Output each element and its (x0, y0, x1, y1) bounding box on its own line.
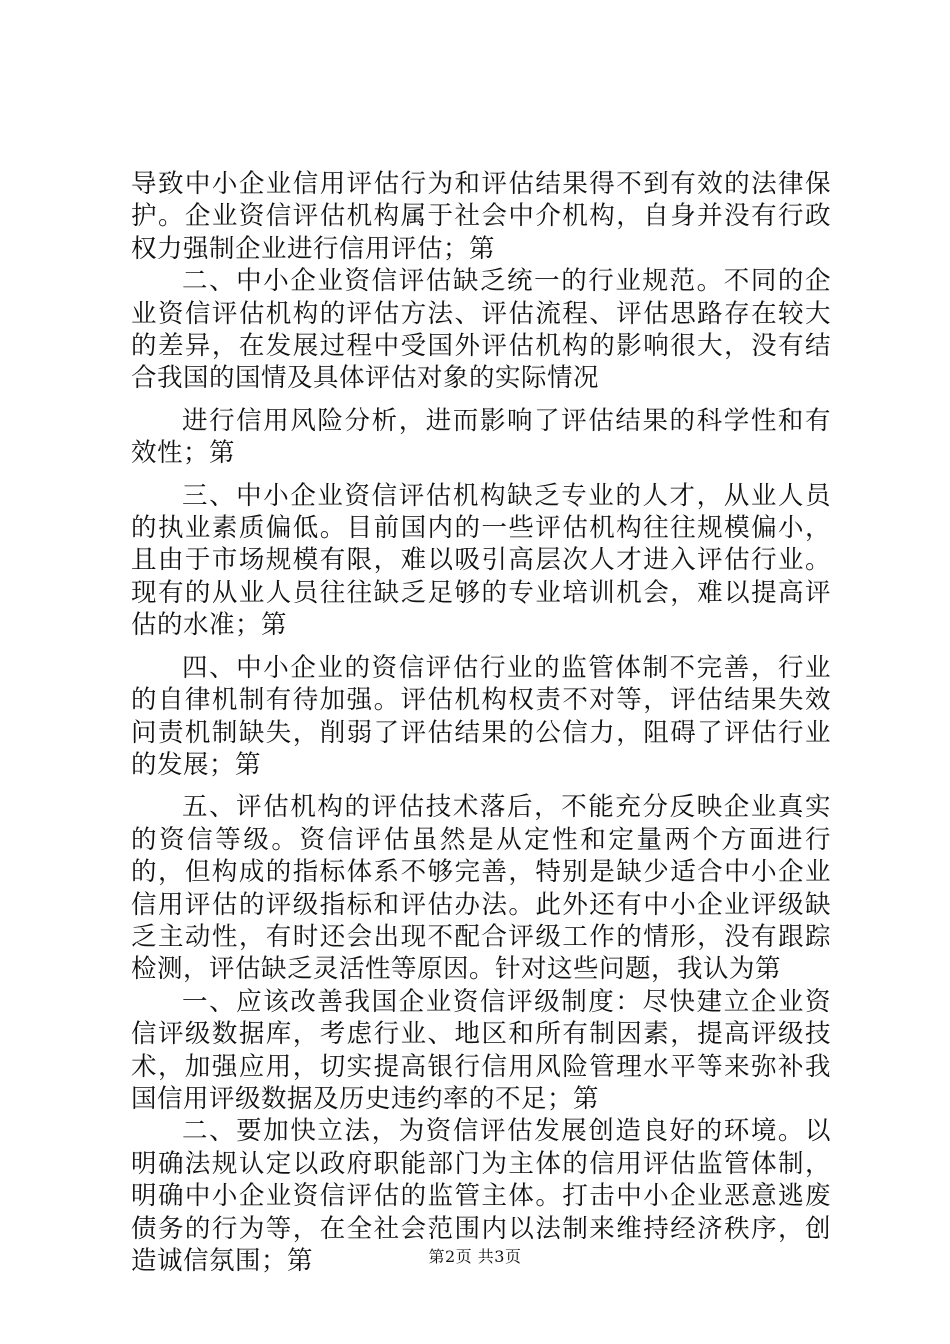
page-number-label: 第2页 共3页 (428, 1247, 522, 1266)
paragraph-7: 一、应该改善我国企业资信评级制度：尽快建立企业资信评级数据库，考虑行业、地区和所有制因素，提高评级技术，加强应用，切实提高银行信用风险管理水平等来弥补我国信用评级数据及历史违约率的不足；第 (131, 986, 831, 1114)
paragraph-6: 五、评估机构的评估技术落后，不能充分反映企业真实的资信等级。资信评估虽然是从定性和定量两个方面进行的，但构成的指标体系不够完善，特别是缺少适合中小企业信用评估的评级指标和评估办法。此外还有中小企业评级缺乏主动性，有时还会出现不配合评级工作的情形，没有跟踪检测，评估缺乏灵活性等原因。针对这些问题，我认为第 (131, 792, 831, 985)
paragraph-4: 三、中小企业资信评估机构缺乏专业的人才，从业人员的执业素质偏低。目前国内的一些评估机构往往规模偏小，且由于市场规模有限，难以吸引高层次人才进入评估行业。现有的从业人员往往缺乏足够的专业培训机会，难以提高评估的水准；第 (131, 480, 831, 641)
paragraph-8: 二、要加快立法，为资信评估发展创造良好的环境。以明确法规认定以政府职能部门为主体的信用评估监管体制，明确中小企业资信评估的监管主体。打击中小企业恶意逃废债务的行为等，在全社会范围内以法制来维持经济秩序，创造诚信氛围；第 (131, 1116, 831, 1276)
paragraph-2: 二、中小企业资信评估缺乏统一的行业规范。不同的企业资信评估机构的评估方法、评估流程、评估思路存在较大的差异，在发展过程中受国外评估机构的影响很大，没有结合我国的国情及具体评估对象的实际情况 (131, 266, 831, 394)
document-body (131, 168, 831, 1277)
page-footer (0, 1244, 950, 1267)
paragraph-3: 进行信用风险分析，进而影响了评估结果的科学性和有效性；第 (131, 405, 831, 469)
paragraph-1: 导致中小企业信用评估行为和评估结果得不到有效的法律保护。企业资信评估机构属于社会中介机构，自身并没有行政权力强制企业进行信用评估；第 (131, 169, 831, 264)
paragraph-5: 四、中小企业的资信评估行业的监管体制不完善，行业的自律机制有待加强。评估机构权责不对等，评估结果失效问责机制缺失，削弱了评估结果的公信力，阻碍了评估行业的发展；第 (131, 652, 831, 780)
